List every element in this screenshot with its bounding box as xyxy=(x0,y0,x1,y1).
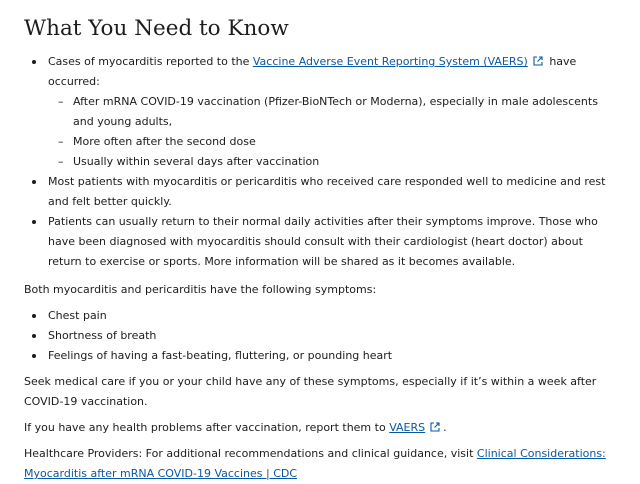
list-item: Feelings of having a fast-beating, fluttering, or pounding heart xyxy=(48,346,618,366)
sub-list-item: – More often after the second dose xyxy=(73,132,618,152)
external-link-icon xyxy=(430,422,440,432)
vaers-full-link[interactable]: Vaccine Adverse Event Reporting System (VAERS) xyxy=(252,55,528,68)
report-suffix: . xyxy=(443,421,447,434)
report-text: If you have any health problems after vaccination, report them to xyxy=(24,421,386,434)
seek-care-text: Seek medical care if you or your child have any of these symptoms, especially if it’s within a week after COVID-19 vaccination. xyxy=(24,375,597,408)
providers-text: Healthcare Providers: For additional recommendations and clinical guidance, visit xyxy=(24,447,474,460)
symptoms-list xyxy=(24,306,618,366)
list-item: Chest pain xyxy=(48,306,618,326)
report-paragraph xyxy=(24,418,618,438)
key-facts-list xyxy=(24,52,618,272)
sub-list-item: – After mRNA COVID-19 vaccination (Pfizer-BioNTech or Moderna), especially in male adolescents and young adults, xyxy=(73,92,618,132)
external-link-icon xyxy=(533,56,543,66)
list-item: Most patients with myocarditis or pericarditis who received care responded well to medicine and rest and felt better quickly. xyxy=(48,172,618,212)
list-item-text: Cases of myocarditis reported to the xyxy=(48,55,250,68)
page-title: What You Need to Know xyxy=(24,16,289,41)
list-item xyxy=(48,52,618,172)
list-item: Patients can usually return to their normal daily activities after their symptoms improve. Those who have been diagnosed with myocarditis should consult with their cardiologist (heart doctor) about return to exercise or sports. More information will be shared as it becomes available. xyxy=(48,212,618,272)
sub-list-item: – Usually within several days after vaccination xyxy=(73,152,618,172)
providers-paragraph xyxy=(24,444,618,484)
list-item-text: have occurred: xyxy=(48,55,577,88)
clinical-considerations-link[interactable]: Clinical Considerations: Myocarditis after mRNA COVID-19 Vaccines | CDC xyxy=(24,447,606,480)
vaers-link[interactable]: VAERS xyxy=(389,421,426,434)
symptoms-intro: Both myocarditis and pericarditis have the following symptoms: xyxy=(24,283,377,296)
list-item: Shortness of breath xyxy=(48,326,618,346)
sub-list xyxy=(48,92,618,172)
